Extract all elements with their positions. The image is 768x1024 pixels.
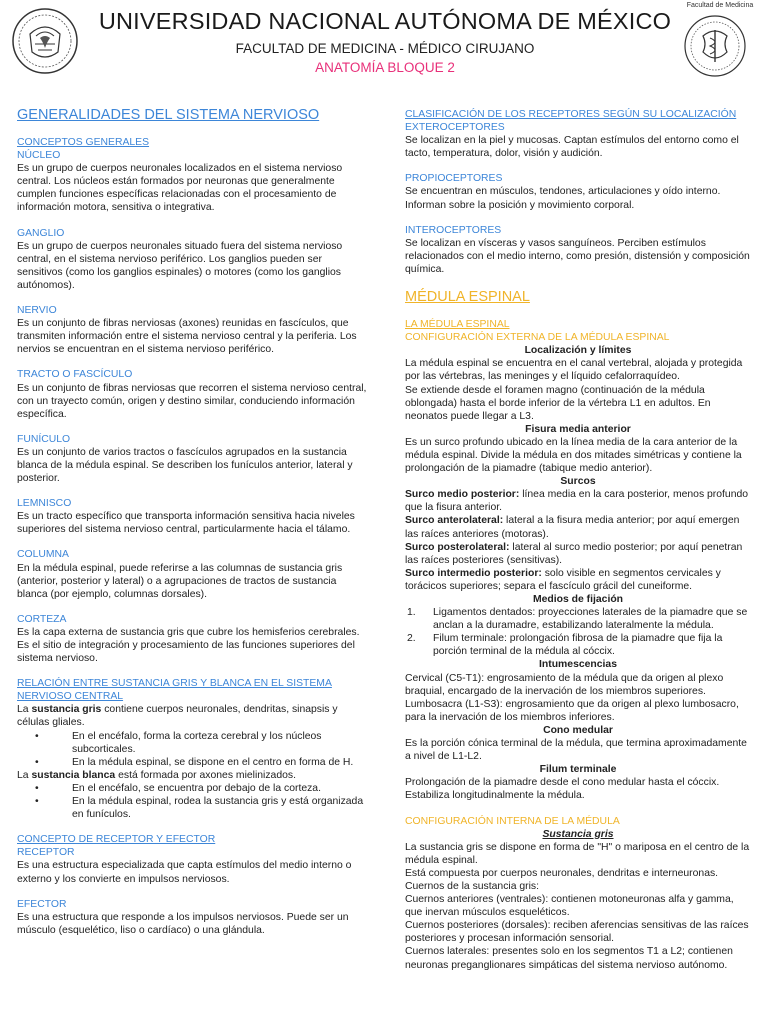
section-title-medula: MÉDULA ESPINAL [405, 289, 530, 306]
heading-sustancia-gris: Sustancia gris [542, 828, 614, 840]
text-sg-1: La sustancia gris se dispone en forma de "H" o mariposa en el centro de la médula espinal. [405, 841, 750, 866]
text-columna: En la médula espinal, puede referirse a las columnas de sustancia gris (anterior, posterior y lateral) o a agrupaciones de tractos de sustancia blanca (por ejemplo, columnas dorsales). [17, 562, 343, 600]
text-sg-5: Cuernos posteriores (dorsales): reciben aferencias sensitivas de las raíces posteriores y procesan información sensorial. [405, 920, 749, 945]
section-title-generalidades: GENERALIDADES DEL SISTEMA NERVIOSO [17, 107, 320, 123]
text-efector: Es una estructura que responde a los impulsos nerviosos. Puede ser un músculo (esquelético, liso o cardíaco) o una glándula. [17, 911, 349, 936]
unam-crest-icon [10, 6, 80, 76]
label-receptor: RECEPTOR [17, 847, 75, 859]
text-nervio: Es un conjunto de fibras nerviosas (axones) reunidas en fascículos, que transmiten información entre el sistema nervioso central y la periferia. Los nervios se encuentran en el sistema nervioso periférico. [17, 318, 357, 356]
label-config-externa: CONFIGURACIÓN EXTERNA DE LA MÉDULA ESPINAL [405, 332, 670, 344]
subsection-clasificacion: CLASIFICACIÓN DE LOS RECEPTORES SEGÚN SU LOCALIZACIÓN [405, 109, 737, 120]
text-sg-4: Cuernos anteriores (ventrales): contienen motoneuronas alfa y gamma, que inervan músculos esqueléticos. [405, 894, 734, 919]
text-ganglio: Es un grupo de cuerpos neuronales situado fuera del sistema nervioso central, en el sistema nervioso periférico. Los ganglios pueden ser sensitivos (como los ganglios espinales) o motores (como los ganglios autónomos). [17, 240, 343, 291]
text-corteza: Es la capa externa de sustancia gris que cubre los hemisferios cerebrales. Es el sitio de integración y procesamiento de las funciones superiores del sistema nervioso. [17, 626, 360, 665]
text-funiculo: Es un conjunto de varios tractos o fascículos agrupados en la sustancia blanca de la médula espinal. Se describen los funículos anterior, lateral y posterior. [17, 446, 353, 485]
label-ganglio: GANGLIO [17, 227, 65, 239]
label-interoceptores: INTEROCEPTORES [405, 224, 502, 236]
label-columna: COLUMNA [17, 549, 69, 561]
list-item: • En la médula espinal, rodea la sustancia gris y está organizada en funículos. [17, 795, 369, 821]
heading-fijacion: Medios de fijación [532, 594, 624, 605]
label-efector: EFECTOR [17, 898, 67, 910]
list-fijacion [405, 606, 751, 658]
text-nucleo: Es un grupo de cuerpos neuronales localizados en el sistema nervioso central. Los núcleos están formados por neuronas que generalmente cumplen funciones específicas relacionadas con el procesamiento de información motora, sensitiva o integrativa. [17, 163, 343, 214]
text-surco-posterolateral: Surco posterolateral: lateral al surco medio posterior; por aquí penetran las raíces posteriores (sensitivas). [405, 541, 743, 566]
logo-caption: Facultad de Medicina [686, 2, 754, 9]
label-config-interna: CONFIGURACIÓN INTERNA DE LA MÉDULA [405, 815, 620, 827]
text-tracto: Es un conjunto de fibras nerviosas que recorren el sistema nervioso central, con un trayecto común, origen y destino similar, conduciendo información específica. [17, 382, 367, 420]
faculty-medicine-crest-icon [683, 14, 747, 78]
right-column [405, 108, 751, 972]
text-surco-anterolateral: Surco anterolateral: lateral a la fisura media anterior; por aquí emergen las raíces anteriores (motoras). [405, 515, 740, 540]
label-nervio: NERVIO [17, 305, 57, 317]
university-title: UNIVERSIDAD NACIONAL AUTÓNOMA DE MÉXICO [98, 8, 672, 34]
text-sg-2: Está compuesta por cuerpos neuronales, dendritas e interneuronas. [405, 867, 719, 879]
text-lemnisco: Es un tracto específico que transporta información sensitiva hacia niveles superiores del sistema nervioso central, particularmente hacia el tálamo. [17, 511, 355, 536]
text-propioceptores: Se encuentran en músculos, tendones, articulaciones y oído interno. Informan sobre la posición y movimiento corporal. [405, 186, 721, 211]
text-interoceptores: Se localizan en vísceras y vasos sanguíneos. Perciben estímulos relacionados con el medio interno, como presión, distensión y composición química. [405, 237, 750, 275]
term-sustancia-gris: sustancia gris [31, 704, 102, 716]
faculty-title: FACULTAD DE MEDICINA - MÉDICO CIRUJANO [235, 41, 535, 56]
subsection-receptor-efector: CONCEPTO DE RECEPTOR Y EFECTOR [17, 834, 216, 846]
text-localizacion-1: La médula espinal se encuentra en el canal vertebral, alojada y protegida por las vértebras, las meninges y el líquido cefalorraquídeo. [405, 358, 743, 383]
text-sg-6: Cuernos laterales: presentes solo en los segmentos T1 a L2; contienen neuronas preganglionares simpáticas del sistema nervioso autónomo. [405, 946, 733, 971]
list-sustancia-gris [17, 730, 369, 769]
heading-intumescencias: Intumescencias [539, 659, 617, 671]
list-item: 2. Filum terminale: prolongación fibrosa de la piamadre que fija la porción terminal de la médula al cóccix. [407, 633, 723, 658]
text-cono: Es la porción cónica terminal de la médula, que termina aproximadamente a nivel de L1-L2. [405, 738, 747, 763]
subsection-la-medula: LA MÉDULA ESPINAL [405, 319, 510, 331]
label-lemnisco: LEMNISCO [17, 498, 72, 510]
list-item: • En la médula espinal, se dispone en el centro en forma de H. [17, 756, 369, 769]
list-item: • En el encéfalo, forma la corteza cerebral y los núcleos subcorticales. [17, 730, 369, 756]
text-surco-intermedio: Surco intermedio posterior: solo visible en segmentos cervicales y torácicos superiores; separa el fascículo grácil del cuneiforme. [405, 567, 721, 592]
subject-title: ANATOMÍA BLOQUE 2 [315, 60, 455, 75]
heading-cono: Cono medular [543, 724, 613, 736]
text-intumescencia-lumbosacra: Lumbosacra (L1-S3): engrosamiento que da origen al plexo lumbosacro, para la inervación de los miembros inferiores. [405, 698, 739, 723]
term-sustancia-blanca: sustancia blanca [31, 769, 116, 781]
label-funiculo: FUNÍCULO [17, 433, 71, 445]
text-filum: Prolongación de la piamadre desde el cono medular hasta el cóccix. Estabiliza longitudinalmente la médula. [405, 777, 720, 802]
heading-surcos: Surcos [560, 476, 596, 488]
list-item: • En el encéfalo, se encuentra por debajo de la corteza. [17, 782, 369, 795]
heading-filum: Filum terminale [539, 764, 617, 776]
heading-fisura: Fisura media anterior [525, 423, 631, 435]
label-exteroceptores: EXTEROCEPTORES [405, 122, 505, 134]
subsection-conceptos: CONCEPTOS GENERALES [17, 137, 150, 148]
label-tracto: TRACTO O FASCÍCULO [17, 369, 133, 381]
text-exteroceptores: Se localizan en la piel y mucosas. Captan estímulos del entorno como el tacto, temperatura, dolor, visión y audición. [405, 135, 739, 160]
text-sustancia-blanca: La sustancia blanca está formada por axones mielinizados. [17, 769, 296, 781]
text-receptor: Es una estructura especializada que capta estímulos del medio interno o externo y los convierte en impulsos nerviosos. [17, 860, 352, 885]
left-column [17, 106, 369, 937]
label-propioceptores: PROPIOCEPTORES [405, 173, 503, 185]
text-localizacion-2: Se extiende desde el foramen magno (continuación de la médula oblongada) hasta el borde inferior de la vértebra L1 en adultos. En neonatos puede llegar a L3. [405, 384, 711, 422]
text-intumescencia-cervical: Cervical (C5-T1): engrosamiento de la médula que da origen al plexo braquial, encargado de la inervación de los miembros superiores. [405, 672, 724, 697]
text-surco-medio: Surco medio posterior: línea media en la cara posterior, menos profundo que la fisura anterior. [405, 489, 749, 514]
text-sg-3: Cuernos de la sustancia gris: [405, 880, 539, 892]
list-sustancia-blanca [17, 782, 369, 821]
text-fisura: Es un surco profundo ubicado en la línea media de la cara anterior de la médula espinal. Divide la médula en dos mitades simétricas y contiene la prolongación de la piamadre (tabique medio anterior). [405, 436, 742, 475]
subsection-relacion: RELACIÓN ENTRE SUSTANCIA GRIS Y BLANCA EN EL SISTEMA NERVIOSO CENTRAL [17, 678, 332, 703]
heading-localizacion: Localización y límites [524, 345, 632, 357]
list-item: 1. Ligamentos dentados: proyecciones laterales de la piamadre que se anclan a la duramadre, estabilizando lateralmente la médula. [407, 607, 748, 632]
text-sustancia-gris: La sustancia gris contiene cuerpos neuronales, dendritas, sinapsis y células gliales. [17, 704, 338, 729]
label-corteza: CORTEZA [17, 613, 67, 625]
label-nucleo: NÚCLEO [17, 150, 61, 162]
page-header [0, 0, 768, 90]
